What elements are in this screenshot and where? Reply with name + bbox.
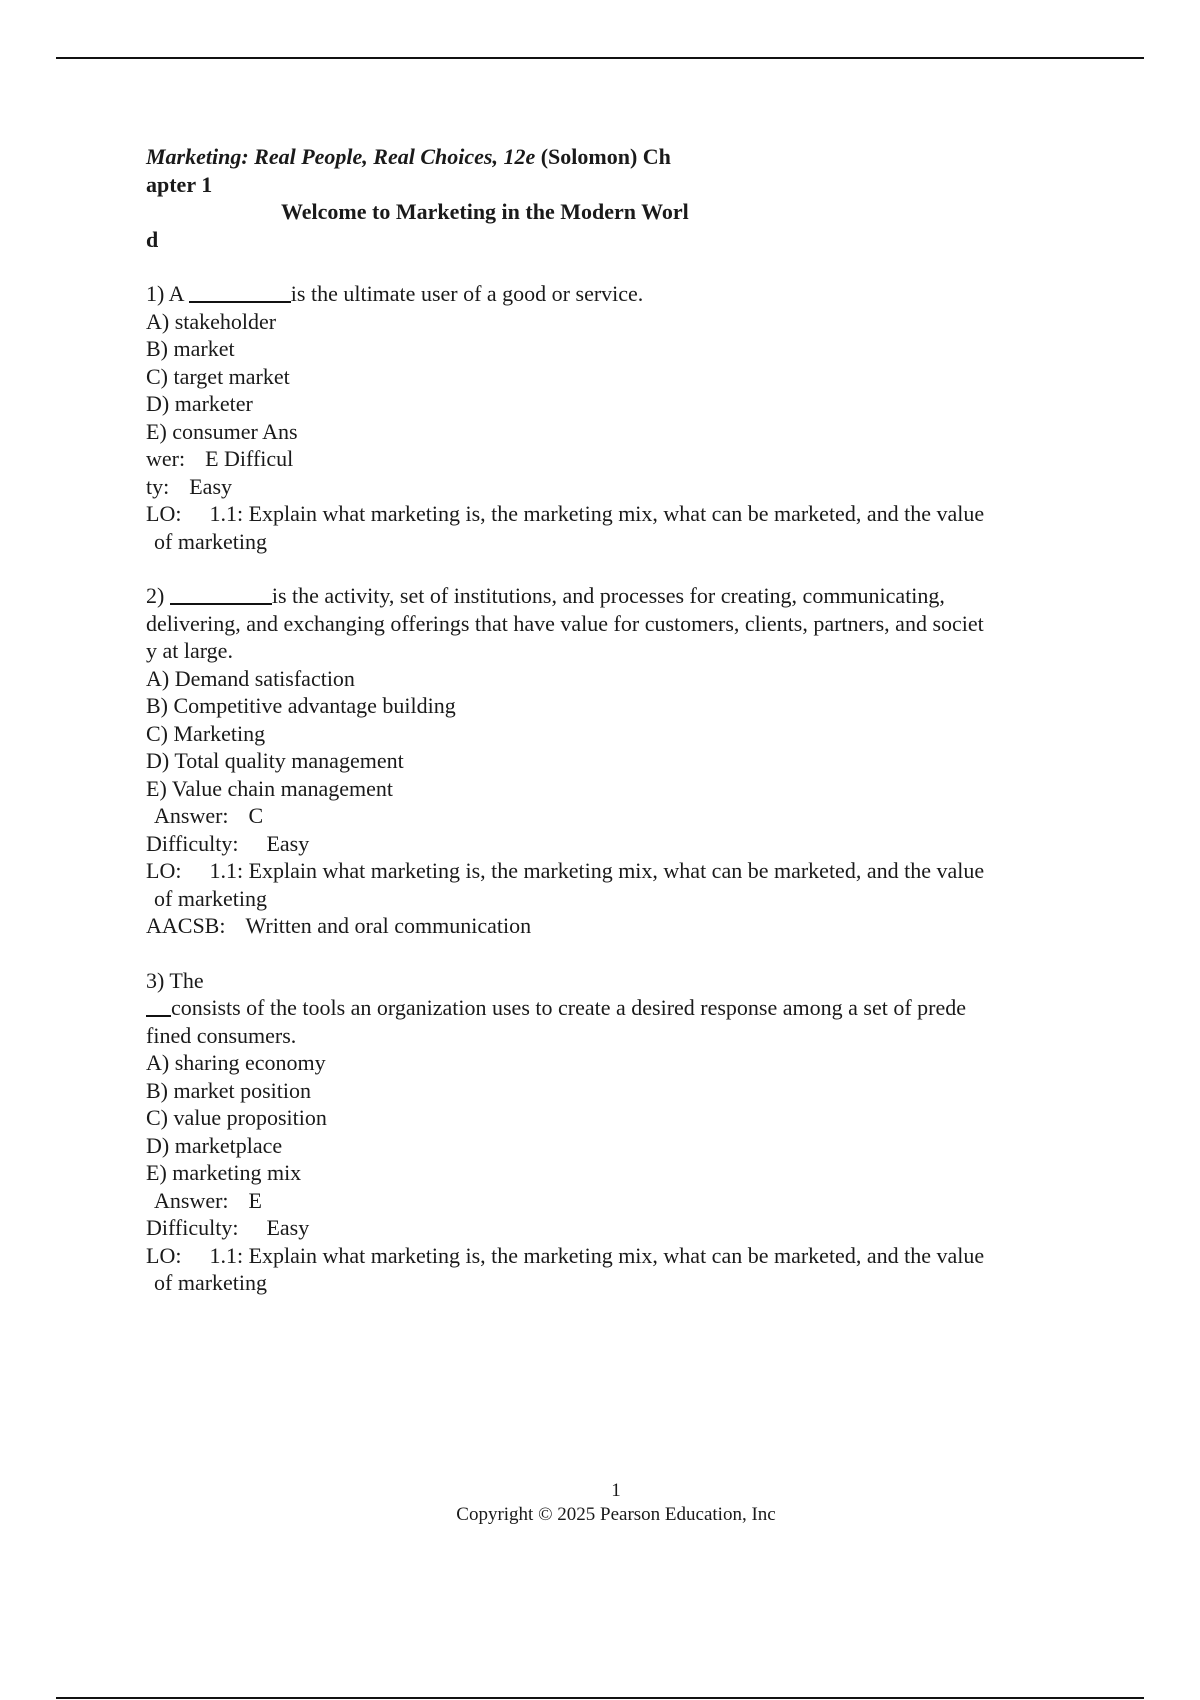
question-stem: 1) A is the ultimate user of a good or service.: [146, 281, 644, 306]
document-title: [146, 143, 1096, 171]
aacsb-line: AACSB: Written and oral communication: [146, 913, 532, 938]
chapter-title-cont: d: [146, 226, 159, 252]
lo-text: 1.1: Explain what marketing is, the marketing mix, what can be marketed, and the value: [209, 501, 985, 526]
question-2: [146, 582, 1096, 940]
answer-value: C: [248, 803, 264, 828]
option-b: B) market: [146, 336, 235, 361]
lo-text: 1.1: Explain what marketing is, the marketing mix, what can be marketed, and the value: [209, 1242, 985, 1268]
difficulty-value: Easy: [266, 1215, 310, 1240]
difficulty-line: Difficulty: Easy: [146, 830, 310, 856]
answer-value: E Difficul: [205, 446, 294, 471]
answer-line: Answer: E: [154, 1187, 262, 1213]
option-c: C) Marketing: [146, 720, 266, 746]
chapter-title: Welcome to Marketing in the Modern Worl: [281, 199, 689, 224]
lo-line: LO: 1.1: Explain what marketing is, the marketing mix, what can be marketed, and the value: [146, 858, 985, 883]
option-e: E) marketing mix: [146, 1160, 302, 1185]
option-a: A) sharing economy: [146, 1050, 326, 1075]
answer-blank: [189, 281, 291, 303]
bottom-rule: [56, 1697, 1144, 1699]
answer-line: Answer: C: [154, 803, 264, 828]
option-d: D) marketer: [146, 391, 253, 416]
difficulty-line: ty: Easy: [146, 473, 232, 499]
question-stem-cont: y at large.: [146, 638, 233, 663]
page-number: 1: [611, 1480, 621, 1501]
option-d: D) marketplace: [146, 1132, 283, 1158]
book-title: Marketing: Real People, Real Choices, 12e: [146, 144, 536, 169]
option-a: A) Demand satisfaction: [146, 665, 355, 691]
top-rule: [56, 57, 1144, 59]
copyright-notice: Copyright © 2025 Pearson Education, Inc: [456, 1504, 776, 1525]
document-title-cont: apter 1: [146, 171, 213, 197]
book-title-rest: (Solomon) Ch: [535, 144, 671, 169]
option-d: D) Total quality management: [146, 748, 404, 773]
answer-blank: [170, 583, 272, 605]
aacsb-value: Written and oral communication: [245, 913, 532, 938]
question-1: [146, 280, 1096, 555]
option-a: A) stakeholder: [146, 308, 277, 334]
lo-line-cont: of marketing: [154, 528, 268, 554]
option-b: B) market position: [146, 1077, 311, 1103]
lo-line: LO: 1.1: Explain what marketing is, the marketing mix, what can be marketed, and the value: [146, 501, 985, 526]
question-stem-cont: delivering, and exchanging offerings that have value for customers, clients, partners, and societ: [146, 610, 984, 636]
difficulty-value: Easy: [189, 473, 232, 499]
lo-line-cont: of marketing: [154, 885, 268, 911]
question-stem: 2) is the activity, set of institutions, and processes for creating, communicating,: [146, 583, 945, 608]
lo-text: 1.1: Explain what marketing is, the marketing mix, what can be marketed, and the value: [209, 858, 985, 883]
lo-line-cont: of marketing: [154, 1270, 268, 1295]
answer-line: wer: E Difficul: [146, 446, 294, 471]
option-c: C) target market: [146, 363, 290, 389]
question-stem-cont: fined consumers.: [146, 1022, 297, 1048]
option-e: E) Value chain management: [146, 775, 393, 801]
question-stem: 3) The: [146, 967, 204, 993]
question-stem-cont: consists of the tools an organization uses to create a desired response among a set of prede: [146, 994, 1096, 1022]
option-e: E) consumer Ans: [146, 418, 298, 444]
question-3: [146, 967, 1096, 1297]
lo-line: LO: 1.1: Explain what marketing is, the marketing mix, what can be marketed, and the value: [146, 1242, 985, 1268]
answer-value: E: [248, 1187, 262, 1213]
document-body: [146, 143, 1096, 1297]
answer-blank: [146, 995, 171, 1017]
difficulty-line: Difficulty: Easy: [146, 1215, 310, 1240]
option-b: B) Competitive advantage building: [146, 693, 456, 718]
option-c: C) value proposition: [146, 1105, 327, 1130]
difficulty-value: Easy: [266, 830, 310, 856]
